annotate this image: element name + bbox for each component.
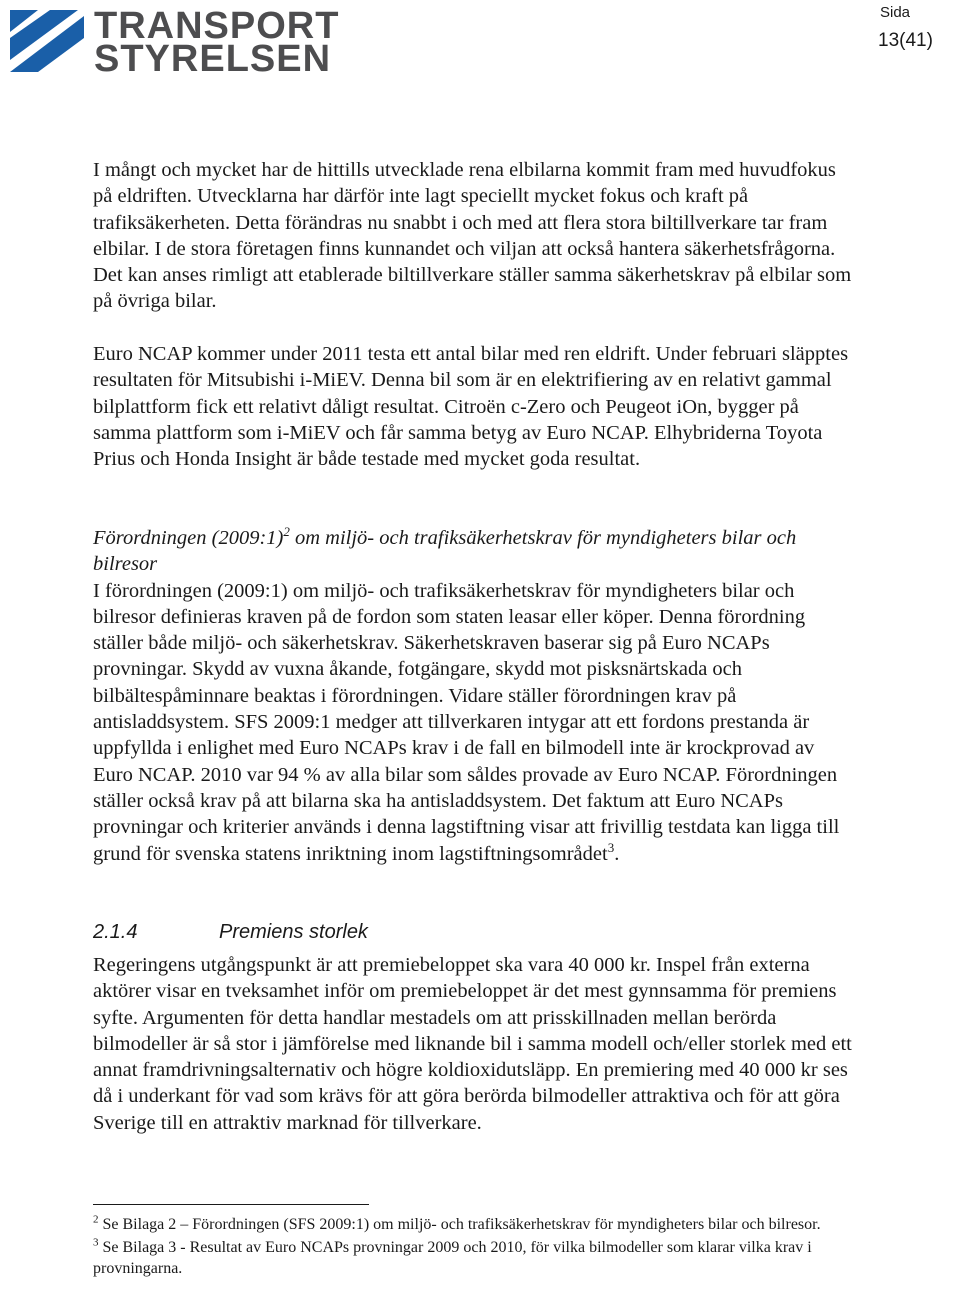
paragraph-4-text: Regeringens utgångspunkt är att premiebeloppet ska vara 40 000 kr. Inspel från externa aktörer visar en tveksamhet inför om premiebeloppet är det mest gynnsamma för premiens syfte. Argumenten för detta handlar mestadels om att prisskillnaden mellan berörda bilmodeller är så stor i jämförelse med liknande bil i samma modell och/eller storlek med ett annat framdrivningsalternativ och högre koldioxidutsläpp. En premiering med 40 000 kr ses då i underkant för vad som krävs för att göra berörda bilmodeller attraktiva och för att göra Sverige till en attraktiv marknad för tillverkare. [93, 954, 852, 1134]
logo-text-line1: TRANSPORT [94, 5, 340, 47]
transportstyrelsen-logo [8, 5, 340, 80]
page-number: 13(41) [878, 30, 933, 51]
logo-text-line2: STYRELSEN [94, 38, 332, 80]
footnote-2-marker: 2 [93, 1213, 99, 1226]
page-label: Sida [880, 4, 911, 21]
footnote-ref-3[interactable]: 3 [607, 839, 615, 855]
section-heading [93, 921, 368, 944]
subheading-part-b: om miljö- och trafiksäkerhetskrav för myndigheters bilar och bilresor [93, 527, 797, 576]
footnote-ref-2[interactable]: 2 [283, 524, 290, 540]
paragraph-4 [93, 952, 853, 1136]
footnote-separator [93, 1204, 369, 1205]
footnote-3-marker: 3 [93, 1236, 99, 1249]
paragraph-1 [93, 157, 853, 315]
paragraph-2 [93, 341, 853, 472]
section-number: 2.1.4 [93, 921, 138, 943]
footnotes [93, 1214, 853, 1281]
paragraph-1-text: I mångt och mycket har de hittills utvecklade rena elbilarna kommit fram med huvudfokus på eldriften. Utvecklarna har därför inte lagt speciellt mycket fokus och kraft på trafiksäkerheten. Detta förändras nu snabbt i och med att flera stora biltillverkare tar fram elbilar. I de stora företagen finns kunnandet och viljan att också hantera säkerhetsfrågorna. Det kan anses rimligt att etablerade biltillverkare ställer samma säkerhetskrav på elbilar som på övriga bilar. [93, 159, 852, 313]
subheading-forordningen [93, 525, 853, 578]
logo-mark-icon [8, 8, 86, 74]
footnote-2-text: Se Bilaga 2 – Förordningen (SFS 2009:1) om miljö- och trafiksäkerhetskrav för myndigheters bilar och bilresor. [98, 1216, 821, 1233]
paragraph-2-text: Euro NCAP kommer under 2011 testa ett antal bilar med ren eldrift. Under februari släpptes resultaten för Mitsubishi i-MiEV. Denna bil som är en elektrifiering av en relativt gammal bilplattform fick ett relativt dåligt resultat. Citroën c-Zero och Peugeot iOn, bygger på samma plattform som i-MiEV och får samma betyg av Euro NCAP. Elhybriderna Toyota Prius och Honda Insight är både testade med mycket goda resultat. [93, 343, 849, 471]
section-title: Premiens storlek [219, 921, 368, 943]
footnote-3 [93, 1237, 853, 1280]
paragraph-3-text [93, 578, 853, 867]
footnote-2 [93, 1214, 853, 1236]
footnote-3-text: Se Bilaga 3 - Resultat av Euro NCAPs provningar 2009 och 2010, för vilka bilmodeller som klarar vilka krav i provningarna. [93, 1238, 812, 1277]
paragraph-3-body: I förordningen (2009:1) om miljö- och trafiksäkerhetskrav för myndigheters bilar och bilresor definieras kraven på de fordon som staten leasar eller köper. Denna förordning ställer både miljö- och säkerhetskrav. Säkerhetskraven baserar sig på Euro NCAPs provningar. Skydd av vuxna åkande, fotgängare, skydd mot pisksnärtskada och bilbältespåminnare beaktas i förordningen. Vidare ställer förordningen krav på antisladdsystem. SFS 2009:1 medger att tillverkaren intygar att ett fordons prestanda är uppfyllda i enlighet med Euro NCAPs krav i de fall en bilmodell inte är krockprovad av Euro NCAP. 2010 var 94 % av alla bilar som såldes provade av Euro NCAP. Förordningen ställer också krav på att bilarna ska ha antisladdsystem. Det faktum att Euro NCAPs provningar och kriterier används i denna lagstiftning visar att frivillig testdata kan ligga till grund för svenska statens inriktning inom lagstiftningsområdet [93, 579, 840, 865]
paragraph-3-end: . [614, 842, 620, 865]
subheading-part-a: Förordningen (2009:1) [93, 527, 284, 549]
paragraph-3 [93, 525, 853, 867]
